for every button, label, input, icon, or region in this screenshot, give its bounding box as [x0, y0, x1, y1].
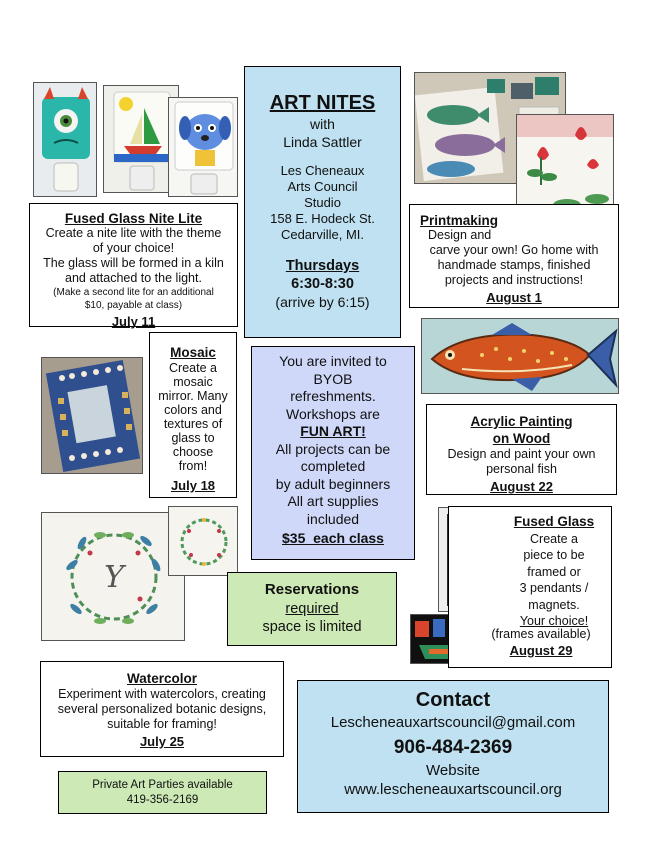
- fused-glass-line4: 3 pendants /: [519, 581, 589, 595]
- nite-lite-note1: (Make a second lite for an additional: [53, 287, 214, 298]
- acrylic-line1: Design and paint your own: [447, 447, 596, 461]
- mosaic-line8: from!: [178, 459, 208, 473]
- printmaking-line3: handmade stamps, finished: [437, 258, 591, 272]
- watercolor-line1: Experiment with watercolors, creating: [58, 687, 266, 701]
- acrylic-date: August 22: [490, 479, 553, 494]
- printmaking-line1: Design and: [428, 228, 492, 242]
- mosaic-mirror-photo: [41, 357, 143, 474]
- art-nites-panel: [244, 66, 401, 338]
- art-nites-instructor: Linda Sattler: [283, 134, 362, 150]
- invite-line5: All projects can be: [275, 440, 391, 457]
- art-nites-time: 6:30-8:30: [291, 276, 354, 292]
- acrylic-title2: on Wood: [492, 431, 551, 446]
- parties-phone: 419-356-2169: [126, 794, 199, 806]
- invite-panel: [251, 346, 415, 560]
- invite-line4: Workshops are: [286, 405, 380, 422]
- nite-lite-line3: The glass will be formed in a kiln: [43, 256, 224, 270]
- art-nites-city: Cedarville, MI.: [280, 227, 365, 242]
- parties-line1: Private Art Parties available: [92, 779, 233, 791]
- printmaking-line4: projects and instructions!: [444, 273, 584, 287]
- nite-lite-date: July 11: [111, 314, 156, 329]
- reservations-panel: [227, 572, 397, 646]
- nite-lite-note2: $10, payable at class): [84, 300, 183, 311]
- invite-fun: FUN ART!: [300, 423, 366, 439]
- invite-line1: You are invited to: [279, 353, 387, 369]
- fused-glass-line3: framed or: [527, 564, 581, 579]
- reservations-title: Reservations: [264, 581, 360, 598]
- watercolor-title: Watercolor: [126, 671, 197, 686]
- mosaic-line4: colors and: [164, 403, 222, 417]
- mosaic-line6: glass to: [171, 431, 215, 445]
- fused-glass-line6: (frames available): [491, 627, 591, 641]
- nite-lite-photo-dog: [168, 97, 238, 197]
- svg-text:Y: Y: [104, 560, 124, 595]
- invite-line6: completed: [300, 458, 366, 474]
- contact-email[interactable]: Lescheneauxartscouncil@gmail.com: [330, 714, 576, 731]
- fused-glass-line5: magnets.: [528, 597, 580, 612]
- art-nites-venue2: Arts Council: [287, 179, 358, 194]
- printmaking-panel: [409, 204, 619, 308]
- watercolor-date: July 25: [139, 734, 185, 749]
- watercolor-wreath-photo: [41, 512, 185, 641]
- watercolor-line2: several personalized botanic designs,: [57, 702, 267, 716]
- fused-glass-extra: [470, 626, 612, 659]
- fused-glass-title: Fused Glass: [513, 514, 595, 529]
- art-nites-address: 158 E. Hodeck St.: [270, 211, 375, 226]
- printmaking-title: Printmaking: [420, 213, 499, 228]
- contact-website-url[interactable]: www.lescheneauxartscouncil.org: [344, 781, 562, 798]
- printmaking-line2: carve your own! Go home with: [429, 243, 599, 257]
- acrylic-line2: personal fish: [486, 462, 557, 476]
- mosaic-panel: [149, 332, 237, 498]
- fused-glass-date: August 29: [509, 642, 573, 658]
- watercolor-line3: suitable for framing!: [107, 717, 217, 731]
- nite-lite-panel: [29, 203, 238, 327]
- mosaic-line2: mosaic: [173, 375, 213, 389]
- contact-website-label: Website: [426, 762, 480, 779]
- invite-line3: refreshments.: [290, 388, 376, 404]
- contact-title: Contact: [415, 689, 491, 711]
- art-nites-day: Thursdays: [285, 258, 360, 274]
- printmaking-date: August 1: [486, 290, 542, 305]
- acrylic-title1: Acrylic Painting: [470, 414, 573, 429]
- acrylic-fish-photo: [421, 318, 619, 394]
- invite-line7: by adult beginners: [275, 475, 391, 492]
- fused-glass-line1: Create a: [530, 531, 578, 546]
- mosaic-line3: mirror. Many: [158, 389, 228, 403]
- invite-line9: included: [306, 510, 360, 527]
- nite-lite-title: Fused Glass Nite Lite: [64, 211, 203, 226]
- mosaic-line5: textures of: [163, 417, 223, 431]
- art-nites-with: with: [310, 116, 335, 132]
- contact-panel: [297, 680, 609, 813]
- invite-line2: BYOB: [313, 370, 353, 387]
- nite-lite-line1: Create a nite lite with the theme: [45, 226, 222, 240]
- parties-panel: [58, 771, 267, 814]
- invite-line8: All art supplies: [287, 493, 379, 509]
- invite-price: $35 each class: [282, 530, 384, 546]
- contact-phone[interactable]: 906-484-2369: [393, 737, 513, 758]
- nite-lite-line2: of your choice!: [92, 241, 175, 255]
- acrylic-panel: [426, 404, 617, 495]
- nite-lite-line4: and attached to the light.: [65, 271, 202, 285]
- fused-glass-line2: piece to be: [523, 548, 585, 562]
- mosaic-title: Mosaic: [170, 345, 216, 360]
- art-nites-arrive: (arrive by 6:15): [275, 294, 370, 310]
- mosaic-date: July 18: [170, 478, 216, 493]
- watercolor-panel: [40, 661, 284, 757]
- mosaic-line1: Create a: [169, 361, 217, 375]
- art-nites-venue1: Les Cheneaux: [280, 163, 365, 178]
- art-nites-venue3: Studio: [304, 195, 341, 210]
- reservations-required: required: [285, 600, 339, 617]
- art-nites-title: ART NITES: [269, 92, 376, 114]
- watercolor-small-wreath-photo: [168, 506, 238, 576]
- nite-lite-photo-monster: [33, 82, 97, 197]
- reservations-limited: space is limited: [262, 619, 362, 635]
- mosaic-line7: choose: [172, 445, 214, 459]
- fused-glass-choice: Your choice!: [519, 614, 589, 628]
